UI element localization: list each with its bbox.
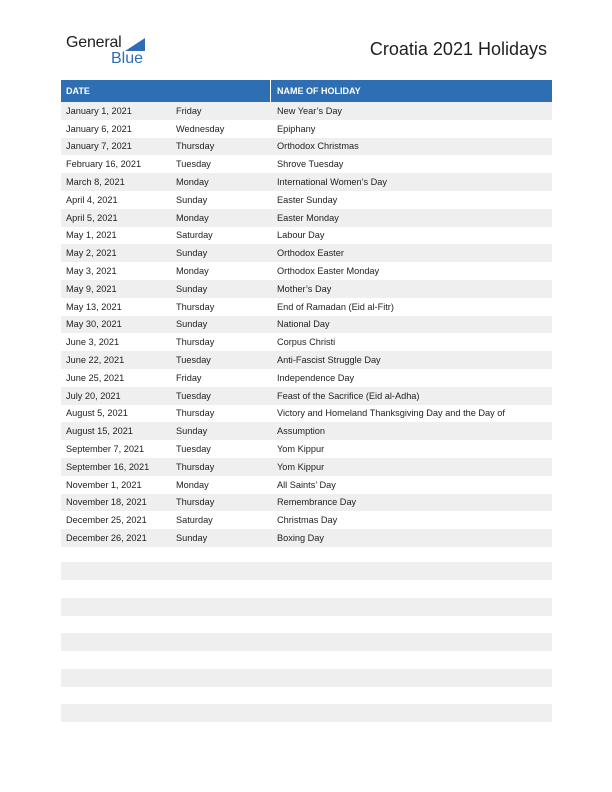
holiday-date: July 20, 2021 — [66, 390, 121, 401]
holiday-name: Yom Kippur — [277, 444, 325, 455]
blank-row — [61, 598, 552, 616]
holiday-weekday: Sunday — [176, 319, 208, 330]
table-row — [61, 316, 552, 334]
holiday-date: June 25, 2021 — [66, 372, 125, 383]
logo-blue-text: Blue — [111, 50, 144, 67]
holiday-date: June 22, 2021 — [66, 355, 125, 366]
table-row — [61, 227, 552, 245]
holiday-weekday: Sunday — [176, 533, 208, 544]
blank-row — [61, 633, 552, 651]
holiday-date: January 6, 2021 — [66, 123, 132, 134]
holiday-weekday: Thursday — [176, 141, 215, 152]
holiday-name: Easter Monday — [277, 212, 339, 223]
holiday-weekday: Thursday — [176, 301, 215, 312]
holiday-weekday: Sunday — [176, 194, 208, 205]
holiday-date: May 3, 2021 — [66, 266, 117, 277]
holiday-date: November 18, 2021 — [66, 497, 147, 508]
holiday-name: National Day — [277, 319, 330, 330]
holiday-date: April 5, 2021 — [66, 212, 118, 223]
holiday-weekday: Sunday — [176, 426, 208, 437]
table-header — [61, 80, 552, 102]
holiday-date: May 1, 2021 — [66, 230, 117, 241]
holiday-weekday: Monday — [176, 177, 209, 188]
holiday-name: Orthodox Christmas — [277, 141, 359, 152]
holiday-name: Yom Kippur — [277, 461, 325, 472]
holiday-name: Christmas Day — [277, 515, 338, 526]
holiday-name: Labour Day — [277, 230, 325, 241]
holiday-name: Epiphany — [277, 123, 316, 134]
holiday-date: May 9, 2021 — [66, 283, 117, 294]
holiday-name: Orthodox Easter — [277, 248, 344, 259]
table-row — [61, 369, 552, 387]
holiday-name: Victory and Homeland Thanksgiving Day and the Day of — [277, 408, 505, 419]
holiday-weekday: Tuesday — [176, 355, 211, 366]
holiday-weekday: Thursday — [176, 408, 215, 419]
generalblue-logo — [66, 34, 156, 68]
table-row — [61, 120, 552, 138]
table-row — [61, 422, 552, 440]
holiday-name: Anti-Fascist Struggle Day — [277, 355, 381, 366]
holiday-name: Orthodox Easter Monday — [277, 266, 380, 277]
table-row — [61, 387, 552, 405]
holidays-table — [61, 80, 552, 547]
table-body — [61, 102, 552, 547]
holiday-weekday: Sunday — [176, 248, 208, 259]
holiday-date: March 8, 2021 — [66, 177, 125, 188]
holiday-name: Remembrance Day — [277, 497, 357, 508]
holiday-weekday: Tuesday — [176, 159, 211, 170]
holiday-weekday: Tuesday — [176, 444, 211, 455]
table-row — [61, 173, 552, 191]
table-row — [61, 405, 552, 423]
blank-row — [61, 704, 552, 722]
holiday-name: Mother’s Day — [277, 283, 332, 294]
table-row — [61, 476, 552, 494]
holiday-weekday: Monday — [176, 212, 209, 223]
holiday-date: September 7, 2021 — [66, 444, 145, 455]
holiday-weekday: Thursday — [176, 497, 215, 508]
holiday-weekday: Friday — [176, 372, 202, 383]
holiday-date: May 13, 2021 — [66, 301, 122, 312]
holiday-date: December 26, 2021 — [66, 533, 147, 544]
holiday-weekday: Thursday — [176, 461, 215, 472]
page-title: Croatia 2021 Holidays — [369, 39, 547, 59]
holiday-date: May 2, 2021 — [66, 248, 117, 259]
holiday-date: February 16, 2021 — [66, 159, 142, 170]
table-row — [61, 102, 552, 120]
holiday-name: All Saints’ Day — [277, 479, 336, 490]
holiday-date: June 3, 2021 — [66, 337, 120, 348]
holiday-name: Assumption — [277, 426, 326, 437]
holiday-name: Easter Sunday — [277, 194, 338, 205]
table-row — [61, 440, 552, 458]
holiday-weekday: Friday — [176, 105, 202, 116]
logo-general-text: General — [66, 34, 122, 51]
table-row — [61, 209, 552, 227]
table-row — [61, 458, 552, 476]
holiday-date: November 1, 2021 — [66, 479, 142, 490]
table-row — [61, 333, 552, 351]
holiday-date: December 25, 2021 — [66, 515, 147, 526]
holiday-name: Corpus Christi — [277, 337, 336, 348]
holiday-name: Shrove Tuesday — [277, 159, 344, 170]
holiday-date: January 1, 2021 — [66, 105, 132, 116]
table-row — [61, 351, 552, 369]
table-row — [61, 511, 552, 529]
holiday-weekday: Thursday — [176, 337, 215, 348]
table-row — [61, 262, 552, 280]
holiday-weekday: Wednesday — [176, 123, 225, 134]
holiday-date: September 16, 2021 — [66, 461, 150, 472]
table-row — [61, 191, 552, 209]
holiday-name: Feast of the Sacrifice (Eid al-Adha) — [277, 390, 420, 401]
table-row — [61, 138, 552, 156]
table-row — [61, 298, 552, 316]
holiday-date: May 30, 2021 — [66, 319, 122, 330]
blank-row — [61, 669, 552, 687]
holiday-name: New Year’s Day — [277, 105, 343, 116]
header-holiday-name: NAME OF HOLIDAY — [277, 86, 361, 96]
holiday-name: Independence Day — [277, 372, 355, 383]
holiday-weekday: Saturday — [176, 515, 213, 526]
blank-row — [61, 562, 552, 580]
holiday-date: August 5, 2021 — [66, 408, 128, 419]
holiday-weekday: Tuesday — [176, 390, 211, 401]
table-row — [61, 155, 552, 173]
table-row — [61, 244, 552, 262]
holiday-name: End of Ramadan (Eid al-Fitr) — [277, 301, 394, 312]
holiday-weekday: Monday — [176, 479, 209, 490]
table-row — [61, 529, 552, 547]
holiday-weekday: Sunday — [176, 283, 208, 294]
table-row — [61, 494, 552, 512]
holiday-name: Boxing Day — [277, 533, 324, 544]
holiday-name: International Women’s Day — [277, 177, 387, 188]
holiday-date: August 15, 2021 — [66, 426, 133, 437]
table-row — [61, 280, 552, 298]
holiday-date: April 4, 2021 — [66, 194, 118, 205]
header-date: DATE — [61, 80, 271, 102]
holiday-weekday: Saturday — [176, 230, 213, 241]
holiday-date: January 7, 2021 — [66, 141, 132, 152]
holiday-weekday: Monday — [176, 266, 209, 277]
